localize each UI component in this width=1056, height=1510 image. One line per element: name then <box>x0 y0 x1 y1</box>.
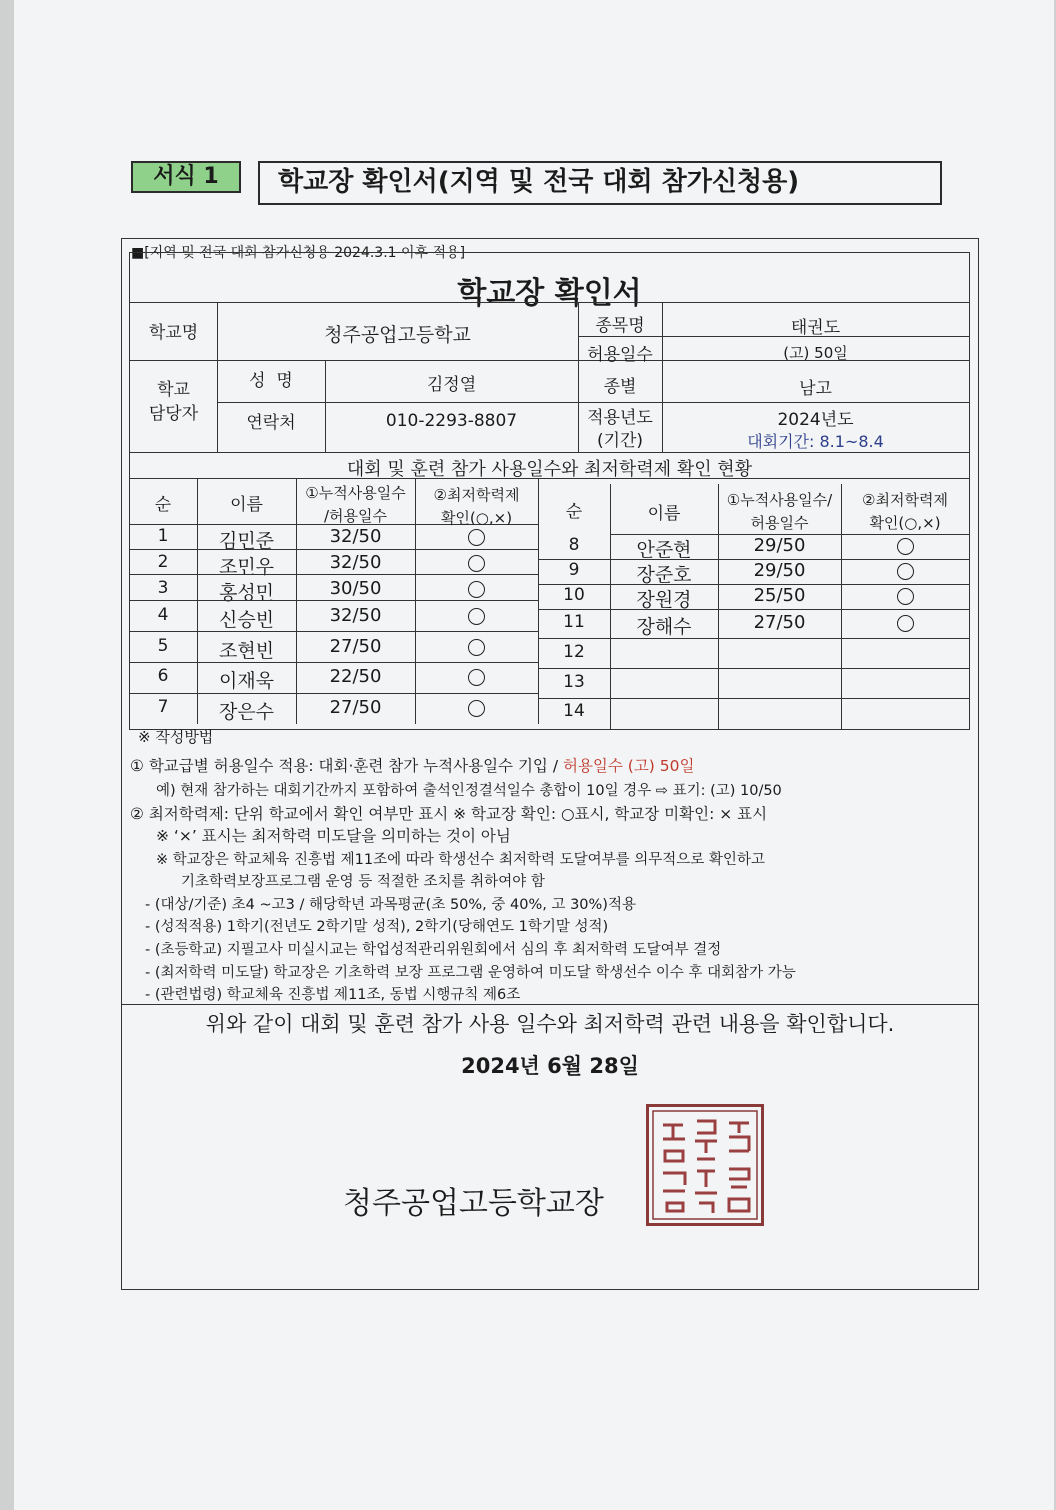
year-value: 2024년도 <box>777 410 854 430</box>
left-row-name: 신승빈 <box>218 609 275 631</box>
right-row-no: 8 <box>568 535 580 555</box>
confirmation-date: 2024년 6월 28일 <box>461 1054 639 1078</box>
left-row-row-divider <box>129 631 538 632</box>
circle-mark-icon <box>897 538 914 555</box>
contact-group-label-2: 담당자 <box>148 404 199 424</box>
col-days-header-2: /허용일수 <box>323 507 387 525</box>
left-row-name: 홍성민 <box>218 582 275 604</box>
phone-value: 010-2293-8807 <box>385 411 518 431</box>
right-row-check-mark <box>841 615 969 637</box>
detail-1: - (대상/기준) 초4 ~고3 / 해당학년 과목평균(초 50%, 중 40%, 고 30%)적용 <box>145 897 636 913</box>
left-row-row-divider <box>129 693 538 694</box>
seal-icon <box>649 1107 761 1223</box>
circle-mark-icon <box>468 555 485 572</box>
detail-2: - (성적적용) 1학기(전년도 2학기말 성적), 2학기(당해연도 1학기말 성적) <box>145 919 609 935</box>
left-row-no: 6 <box>157 666 169 686</box>
left-row-name: 이재욱 <box>218 670 275 692</box>
left-row-days: 32/50 <box>329 526 382 547</box>
left-row-days: 32/50 <box>329 552 382 573</box>
right-row-name: 장원경 <box>636 589 692 611</box>
left-row-check-mark <box>415 700 538 722</box>
left-row-no: 4 <box>157 605 169 625</box>
circle-mark-icon <box>468 700 485 717</box>
circle-mark-icon <box>468 639 485 656</box>
col-no-header: 순 <box>154 495 172 515</box>
notes-heading: ※ 작성방법 <box>138 728 214 746</box>
right-row-check-mark <box>841 588 969 610</box>
official-seal <box>646 1104 764 1226</box>
left-row-days: 30/50 <box>329 578 382 599</box>
confirmation-statement: 위와 같이 대회 및 훈련 참가 사용 일수와 최저학력 관련 내용을 확인합니다. <box>205 1012 895 1036</box>
note-1-text: ① 학교급별 허용일수 적용: 대회·훈련 참가 누적사용일수 기입 / <box>130 757 563 775</box>
right-row-row-divider <box>538 698 969 699</box>
note-3: ※ ‘×’ 표시는 최저학력 미도달을 의미하는 것이 아님 <box>156 827 511 845</box>
status-heading: 대회 및 훈련 참가 사용일수와 최저학력제 확인 현황 <box>346 459 753 480</box>
allowed-days-label: 허용일수 <box>587 345 653 365</box>
note-2: ② 최저학력제: 단위 학교에서 확인 여부만 표시 ※ 학교장 확인: ○표시, 학교장 미확인: × 표시 <box>130 805 768 823</box>
school-name-value: 청주공업고등학교 <box>324 324 471 346</box>
note-1 <box>130 754 694 776</box>
left-row-row-divider <box>129 662 538 663</box>
left-row-check-mark <box>415 608 538 630</box>
col-no-header-right: 순 <box>565 502 583 522</box>
year-label-2: (기간) <box>596 431 644 451</box>
left-row-name: 조민우 <box>218 556 275 578</box>
col-days-header-1: ①누적사용일수 <box>305 484 406 502</box>
right-row-days: 29/50 <box>753 535 806 556</box>
note-4a: ※ 학교장은 학교체육 진흥법 제11조에 따라 학생선수 최저학력 도달여부를 의무적으로 확인하고 <box>156 852 765 868</box>
circle-mark-icon <box>468 581 485 598</box>
col-check-header-right-1: ②최저학력제 <box>862 491 948 509</box>
sport-value: 태권도 <box>790 318 841 338</box>
note-1-example: 예) 현재 참가하는 대회기간까지 포함하여 출석인정결석일수 총합이 10일 경우 ⇨ 표기: (고) 10/50 <box>156 783 782 799</box>
left-row-days: 27/50 <box>329 636 382 657</box>
circle-mark-icon <box>897 615 914 632</box>
detail-4: - (최저학력 미도달) 학교장은 기초학력 보장 프로그램 운영하여 미도달 학생선수 이수 후 대회참가 가능 <box>145 965 796 981</box>
right-row-row-divider <box>538 668 969 669</box>
col-check-header-2: 확인(○,×) <box>440 509 513 527</box>
right-row-name: 장준호 <box>636 564 692 586</box>
right-row-no: 12 <box>563 642 585 662</box>
col-name-header-right: 이름 <box>647 504 681 524</box>
right-row-check-mark <box>841 538 969 560</box>
left-row-days: 32/50 <box>329 605 382 626</box>
right-row-no: 9 <box>568 560 580 580</box>
col-days-header-right-1: ①누적사용일수/ <box>726 491 833 509</box>
form-label: 서식 1 <box>131 161 241 193</box>
circle-mark-icon <box>897 563 914 580</box>
detail-3: - (초등학교) 지필고사 미실시교는 학업성적관리위원회에서 심의 후 최저학력 도달여부 결정 <box>145 942 722 958</box>
left-row-name: 조현빈 <box>218 640 275 662</box>
col-check-header-right-2: 확인(○,×) <box>869 514 941 532</box>
col-name-header: 이름 <box>230 495 263 515</box>
left-row-no: 1 <box>157 526 169 546</box>
detail-5: - (관련법령) 학교체육 진흥법 제11조, 동법 시행규칙 제6조 <box>145 987 521 1003</box>
circle-mark-icon <box>468 669 485 686</box>
left-row-no: 7 <box>157 697 169 717</box>
name-label: 성 명 <box>249 371 293 391</box>
school-name-label: 학교명 <box>148 323 199 343</box>
right-row-check-mark <box>841 563 969 585</box>
left-row-check-mark <box>415 639 538 661</box>
left-row-no: 2 <box>157 552 169 572</box>
right-row-days: 25/50 <box>753 585 806 606</box>
right-row-days: 27/50 <box>753 612 806 633</box>
left-row-name: 김민준 <box>218 530 275 552</box>
year-label-1: 적용년도 <box>587 408 653 428</box>
right-row-row-divider <box>538 609 969 610</box>
sport-label: 종목명 <box>595 316 645 336</box>
category-label: 종별 <box>603 377 637 397</box>
allowed-days-value: (고) 50일 <box>783 344 848 362</box>
circle-mark-icon <box>468 529 485 546</box>
right-row-no: 11 <box>563 612 585 632</box>
scope-note: ■[지역 및 전국 대회 참가신청용 2024.3.1 이후 적용] <box>131 245 466 261</box>
left-row-no: 3 <box>157 578 169 598</box>
left-row-row-divider <box>129 549 538 550</box>
left-row-no: 5 <box>157 636 169 656</box>
left-row-days: 27/50 <box>329 697 382 718</box>
left-row-check-mark <box>415 529 538 551</box>
circle-mark-icon <box>468 608 485 625</box>
circle-mark-icon <box>897 588 914 605</box>
left-row-row-divider <box>129 574 538 575</box>
note-4b: 기초학력보장프로그램 운영 등 적절한 조치를 취하여야 함 <box>181 874 545 890</box>
col-check-header-1: ②최저학력제 <box>433 486 520 504</box>
right-row-no: 10 <box>563 585 585 605</box>
left-row-name: 장은수 <box>218 701 275 723</box>
left-row-check-mark <box>415 669 538 691</box>
signer-name: 청주공업고등학교장 <box>343 1186 604 1221</box>
contact-group-label-1: 학교 <box>157 380 190 400</box>
right-row-no: 14 <box>563 701 585 721</box>
event-period: 대회기간: 8.1~8.4 <box>747 432 884 451</box>
right-row-name: 안준현 <box>636 539 692 561</box>
left-row-row-divider <box>129 600 538 601</box>
manager-name: 김정열 <box>426 375 477 395</box>
right-row-name: 장해수 <box>636 616 692 638</box>
right-row-days: 29/50 <box>753 560 806 581</box>
document-title: 학교장 확인서 <box>457 276 642 311</box>
col-days-header-right-2: 허용일수 <box>750 514 809 532</box>
right-row-no: 13 <box>563 672 585 692</box>
left-row-days: 22/50 <box>329 666 382 687</box>
form-title: 학교장 확인서(지역 및 전국 대회 참가신청용) <box>258 161 942 205</box>
right-row-row-divider <box>538 638 969 639</box>
note-1-highlight: 허용일수 (고) 50일 <box>562 757 695 775</box>
phone-label: 연락처 <box>246 413 296 433</box>
category-value: 남고 <box>799 379 832 399</box>
